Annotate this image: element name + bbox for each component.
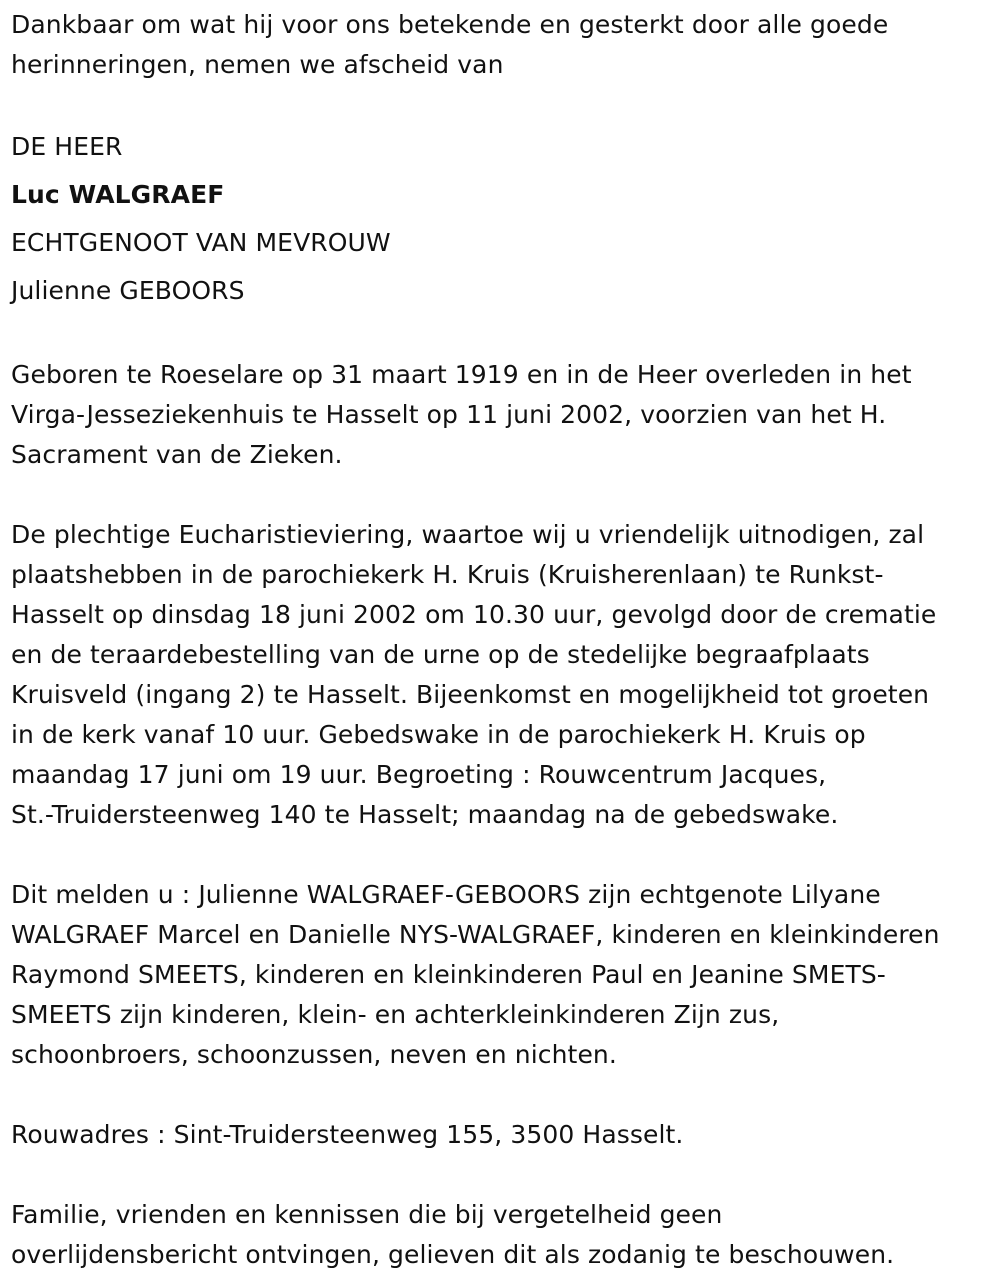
address-paragraph: Rouwadres : Sint-Truidersteenweg 155, 3500 Hasselt. [11,1120,684,1149]
relation-line: ECHTGENOOT VAN MEVROUW [11,228,391,257]
obituary-document [11,5,991,1275]
honorific: DE HEER [11,132,123,161]
intro-paragraph: Dankbaar om wat hij voor ons betekende en gesterkt door alle goede herinneringen, nemen we afscheid van [11,10,889,79]
deceased-name: Luc WALGRAEF [11,180,225,209]
closing-paragraph: Familie, vrienden en kennissen die bij vergetelheid geen overlijdensbericht ontvingen, gelieven dit als zodanig te beschouwen. [11,1200,895,1269]
family-paragraph: Dit melden u : Julienne WALGRAEF-GEBOORS zijn echtgenote Lilyane WALGRAEF Marcel en Danielle NYS-WALGRAEF, kinderen en kleinkinderen Raymond SMEETS, kinderen en kleinkinderen Paul en Jeanine SMETS- SMEETS zijn kinderen, klein- en achterkleinkinderen Zijn zus, schoonbroers, schoonzussen, neven en nichten. [11,880,940,1069]
birth-death-paragraph: Geboren te Roeselare op 31 maart 1919 en in de Heer overleden in het Virga-Jesseziekenhuis te Hasselt op 11 juni 2002, voorzien van het H. Sacrament van de Zieken. [11,360,912,469]
ceremony-paragraph: De plechtige Eucharistieviering, waartoe wij u vriendelijk uitnodigen, zal plaatshebben in de parochiekerk H. Kruis (Kruisherenlaan) te Runkst- Hasselt op dinsdag 18 juni 2002 om 10.30 uur, gevolgd door de crematie en de teraardebestelling van de urne op de stedelijke begraafplaats Kruisveld (ingang 2) te Hasselt. Bijeenkomst en mogelijkheid tot groeten in de kerk vanaf 10 uur. Gebedswake in de parochiekerk H. Kruis op maandag 17 juni om 19 uur. Begroeting : Rouwcentrum Jacques, St.-Truidersteenweg 140 te Hasselt; maandag na de gebedswake. [11,520,937,829]
deceased-title-block [11,123,991,315]
spouse-name: Julienne GEBOORS [11,276,245,305]
